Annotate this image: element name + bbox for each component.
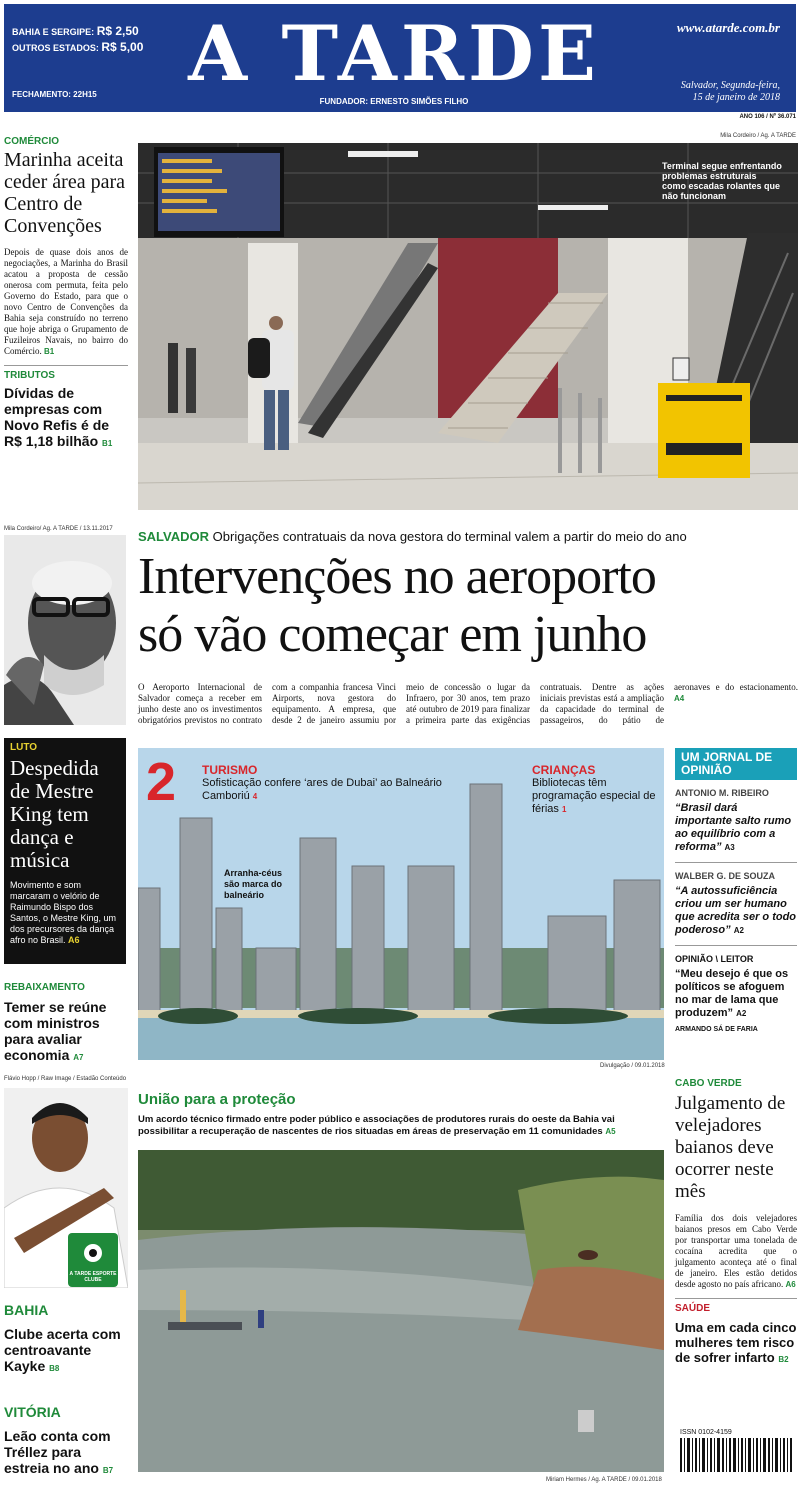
opinion-author-1: ANTONIO M. RIBEIRO [675,788,769,798]
vitoria-kicker: VITÓRIA [4,1404,61,1420]
bahia-story [4,1302,128,1377]
opinion-divider-1 [675,862,797,863]
price-1-value: R$ 2,50 [96,24,139,38]
main-section-label: SALVADOR [138,529,210,544]
turismo-text: Sofisticação confere ‘ares de Dubai’ ao Balneário Camboriú [202,777,442,802]
river-illustration [138,1150,664,1472]
tributos-story [4,365,128,452]
tributos-page-ref: B1 [102,439,113,448]
cabo-verde-body [675,1213,797,1290]
opinion-quote-1-ref: A3 [724,843,735,852]
luto-body-text: Movimento e som marcaram o velório de Raimundo Bispo dos Santos, o Mestre King, um dos precursores da dança afro no Brasil. [10,880,117,945]
date-line [681,80,780,104]
mestre-king-portrait [4,535,126,725]
river-photo [138,1150,664,1472]
bahia-kicker: BAHIA [4,1302,49,1318]
cabo-verde-headline[interactable]: Julgamento de velejadores baianos deve ocorrer neste mês [675,1093,786,1202]
luto-headline[interactable]: Despedida de Mestre King tem dança e música [10,756,99,872]
opinion-author-2: WALBER G. DE SOUZA [675,871,776,881]
vitoria-story [4,1404,128,1479]
barcode [676,1429,796,1481]
opinion-quote-2[interactable] [675,885,797,937]
airport-photo [138,143,798,510]
main-body-text: O Aeroporto Internacional de Salvador começa a receber em junho deste ano os investimentos obrigatórios previstos no contrato com a companhia francesa Vinci Airports, nova gestora do equipamento. A empresa, que desde 2 de janeiro assumiu por meio de concessão o lugar da Infraero, por 30 anos, tem prazo até outubro de 2019 para finalizar a primeira parte das exigências contratuais. Dentre as ações iniciais previstas está a ampliação da capacidade do terminal de passageiros, do pátio de aeronaves e do estacionamento. [138,682,798,725]
bahia-headline[interactable] [4,1326,128,1377]
saude-headline-text: Uma em cada cinco mulheres tem risco de sofrer infarto [675,1320,797,1365]
comercio-body-text: Depois de quase dois anos de negociações, a Marinha do Brasil acatou a proposta de cessão onerosa com permuta, feita pelo Governo do Estado, para que o novo Centro de Convenções da Bahia seja construído no terreno que hoje abriga o Grupamento de Fuzileiros Navais, no bairro do Comércio. [4,247,128,356]
cabo-verde-page-ref: A6 [785,1280,796,1289]
river-photo-credit: Miriam Hermes / Ag. A TARDE / 09.01.2018 [546,1477,662,1483]
airport-photo-credit: Mila Cordeiro / Ag. A TARDE [720,133,796,139]
king-photo-credit: Mila Cordeiro/ Ag. A TARDE / 13.11.2017 [4,526,113,532]
esporte-clube-badge: A TARDE ESPORTE CLUBE [69,1271,117,1283]
opinion-quote-2-ref: A2 [733,926,744,935]
main-story-kicker [138,529,798,544]
price-1-label: BAHIA E SERGIPE: [12,27,95,37]
tributos-headline[interactable] [4,385,128,452]
criancas-text: Bibliotecas têm programação especial de férias [532,777,656,815]
tourism-box [138,748,664,1060]
tourism-photo-credit: Divulgação / 09.01.2018 [600,1063,665,1069]
saude-story [675,1298,797,1367]
opinion-quote-1[interactable] [675,802,797,854]
uniao-headline[interactable]: União para a proteção [138,1091,296,1108]
founder-line: FUNDADOR: ERNESTO SIMÕES FILHO [319,97,469,106]
comercio-headline[interactable]: Marinha aceita ceder área para Centro de Convenções [4,149,125,237]
saude-page-ref: B2 [778,1355,789,1364]
tourism-section-number: 2 [146,752,177,812]
luto-story [4,738,126,964]
opinion-quote-1-text: “Brasil dará importante salto rumo ao equilíbrio com a reforma” [675,802,792,853]
newspaper-logo: A TARDE [188,9,600,98]
uniao-text [138,1114,664,1138]
masthead [4,4,796,112]
mestre-king-photo [4,535,126,725]
saude-headline[interactable] [675,1320,797,1367]
main-headline-line-2: só vão começar em junho [138,606,647,663]
opinion-author-3: ARMANDO SÁ DE FARIA [675,1026,758,1033]
rebaixamento-page-ref: A7 [73,1053,84,1062]
main-page-ref: A4 [674,694,685,703]
issn-label: ISSN 0102-4159 [680,1429,732,1436]
luto-body [10,880,120,946]
luto-page-ref: A6 [68,935,80,945]
edition-number: ANO 106 / Nº 36.071 [739,114,796,120]
vitoria-headline[interactable] [4,1428,128,1479]
kayke-photo [4,1088,128,1288]
kayke-photo-credit: Flávio Hopp / Raw Image / Estadão Conteúdo [4,1076,127,1082]
main-headline[interactable] [138,548,798,664]
airport-photo-caption: Terminal segue enfrentando problemas estruturais como escadas rolantes que não funcionam [662,161,782,201]
comercio-body [4,247,128,357]
bahia-headline-text: Clube acerta com centroavante Kayke [4,1326,121,1374]
website-link[interactable]: www.atarde.com.br [676,20,780,35]
tributos-kicker: TRIBUTOS [4,370,55,381]
date-full: 15 de janeiro de 2018 [692,92,780,103]
opinion-header: UM JORNAL DE OPINIÃO [675,748,797,780]
turismo-teaser[interactable] [202,764,442,803]
kayke-portrait [4,1088,128,1288]
opinion-quote-3-text: “Meu desejo é que os políticos se afoguem no mar de lama que produzem” [675,968,789,1019]
turismo-page-ref: 4 [252,792,258,801]
tributos-headline-text: Dívidas de empresas com Novo Refis é de R$ 1,18 bilhão [4,385,110,449]
rebaixamento-headline[interactable] [4,999,128,1066]
opinion-divider-2 [675,945,797,946]
rebaixamento-headline-text: Temer se reúne com ministros para avaliar economia [4,999,107,1063]
uniao-page-ref: A5 [605,1127,616,1136]
main-headline-line-1: Intervenções no aeroporto [138,548,656,605]
luto-kicker: LUTO [10,742,38,753]
opinion-quote-2-text: “A autossuficiência criou um ser humano que acredita ser o todo poderoso” [675,885,797,936]
opinion-quote-3[interactable] [675,968,797,1020]
rebaixamento-story [4,982,128,1066]
opinion-leitor-label: OPINIÃO \ LEITOR [675,954,754,964]
criancas-teaser[interactable] [532,764,658,816]
bahia-page-ref: B8 [49,1364,60,1373]
price-list [12,24,143,56]
main-story-body [138,682,798,726]
barcode-graphic [676,1436,796,1476]
vitoria-headline-text: Leão conta com Tréllez para estreia no ano [4,1428,111,1476]
opinion-column [675,748,797,1033]
cabo-verde-body-text: Família dos dois velejadores baianos presos em Cabo Verde por transportar uma tonelada de cocaína acredita que o julgamento aconteça até o final de janeiro. Eles estão detidos desde agosto no país africano. [675,1213,797,1289]
criancas-kicker: CRIANÇAS [532,763,596,777]
opinion-quote-3-ref: A2 [736,1009,747,1018]
left-column-top [4,136,128,452]
vitoria-page-ref: B7 [102,1466,114,1475]
closing-time: FECHAMENTO: 22H15 [12,90,97,99]
price-2-label: OUTROS ESTADOS: [12,43,99,53]
main-kicker-text: Obrigações contratuais da nova gestora do terminal valem a partir do meio do ano [212,529,687,544]
turismo-kicker: TURISMO [202,763,258,777]
comercio-page-ref: B1 [44,347,55,356]
comercio-kicker: COMÉRCIO [4,136,59,147]
date-weekday: Salvador, Segunda-feira, [680,80,780,91]
right-lower-column [675,1078,797,1367]
uniao-body-text: Um acordo técnico firmado entre poder público e associações de produtores rurais do oeste da Bahia vai possibilitar a recuperação de nascentes de rios situadas em áreas de preservação em 11 comunidades [138,1114,615,1137]
criancas-page-ref: 1 [561,805,567,814]
rebaixamento-kicker: REBAIXAMENTO [4,982,85,993]
cabo-verde-kicker: CABO VERDE [675,1078,742,1089]
price-2-value: R$ 5,00 [101,40,144,54]
skyline-caption: Arranha-céus são marca do balneário [224,868,283,900]
saude-kicker: SAÚDE [675,1303,711,1314]
